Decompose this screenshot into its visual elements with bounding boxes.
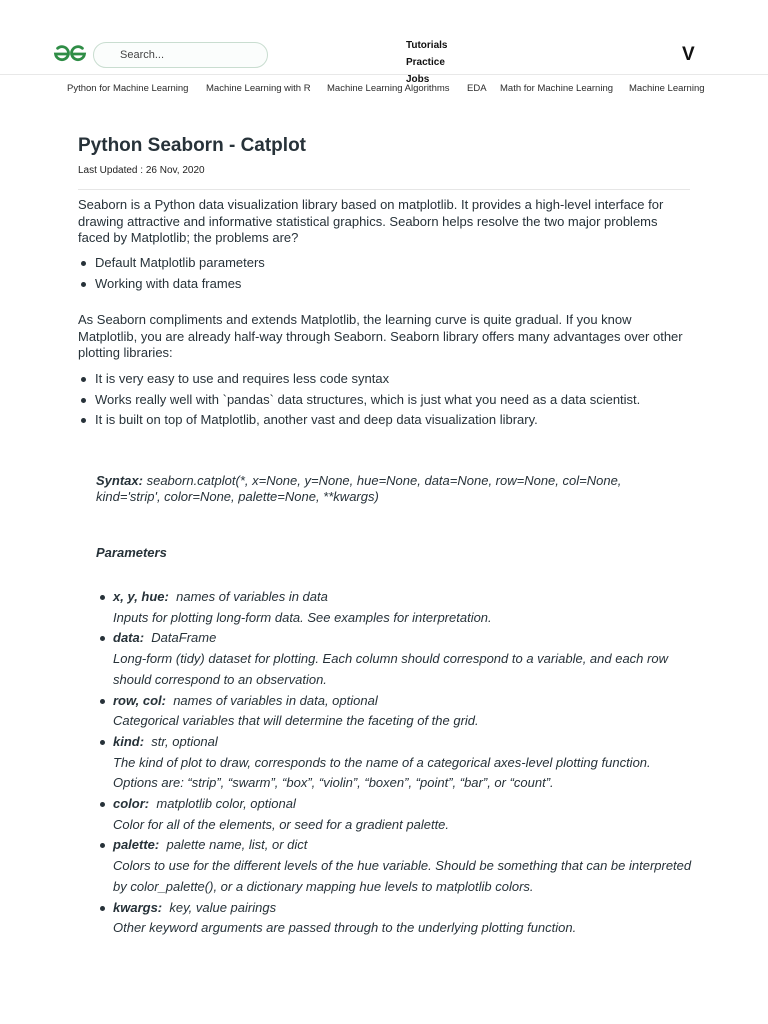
param-type: palette name, list, or dict <box>166 837 308 853</box>
topic-ml-algorithms[interactable]: Machine Learning Algorithms <box>327 83 450 94</box>
param-item <box>96 835 696 897</box>
nav-practice[interactable]: Practice <box>406 57 445 68</box>
param-type: str, optional <box>151 733 218 749</box>
topic-nav <box>0 82 768 98</box>
param-desc: Inputs for plotting long-form data. See examples for interpretation. <box>113 609 492 625</box>
list-item: It is built on top of Matplotlib, another vast and deep data visualization library. <box>78 412 640 433</box>
gfg-logo-icon[interactable] <box>52 44 88 69</box>
topic-eda[interactable]: EDA <box>467 83 487 94</box>
param-name: kwargs: <box>113 899 163 915</box>
syntax-block <box>96 473 676 505</box>
topic-ml-with-r[interactable]: Machine Learning with R <box>206 83 311 94</box>
param-desc: Color for all of the elements, or seed for a gradient palette. <box>113 816 450 832</box>
list-item: Default Matplotlib parameters <box>78 255 265 276</box>
param-type: names of variables in data <box>176 589 328 604</box>
param-name: row, col: <box>113 692 166 708</box>
article-title: Python Seaborn - Catplot <box>78 135 306 156</box>
site-header <box>0 0 768 85</box>
syntax-code: seaborn.catplot(*, x=None, y=None, hue=None, data=None, row=None, col=None, kind='strip', color=None, palette=None, **kwargs) <box>96 473 622 504</box>
param-item <box>96 898 696 939</box>
advantages-list <box>78 371 640 433</box>
list-item: Works really well with `pandas` data structures, which is just what you need as a data scientist. <box>78 392 640 413</box>
param-desc: Colors to use for the different levels of the hue variable. Should be something that can be interpreted by color_palette(), or a dictionary mapping hue levels to matplotlib colors. <box>113 858 692 894</box>
nav-tutorials[interactable]: Tutorials <box>406 40 448 51</box>
user-avatar[interactable]: V <box>682 44 695 65</box>
param-type: key, value pairings <box>169 899 277 915</box>
last-updated: Last Updated : 26 Nov, 2020 <box>78 165 205 176</box>
topic-python-ml[interactable]: Python for Machine Learning <box>67 83 189 94</box>
param-item <box>96 691 696 732</box>
param-name: kind: <box>113 733 145 749</box>
param-desc: Long-form (tidy) dataset for plotting. Each column should correspond to a variable, and each row should correspond to an observation. <box>113 651 668 687</box>
param-name: color: <box>113 796 150 812</box>
advantages-paragraph: As Seaborn compliments and extends Matplotlib, the learning curve is quite gradual. If you know Matplotlib, you are already half-way through Seaborn. Seaborn library offers many advantages over other plotting libraries: <box>78 312 683 360</box>
nav-jobs[interactable]: Jobs <box>406 74 430 85</box>
divider <box>78 189 690 190</box>
list-item: It is very easy to use and requires less code syntax <box>78 371 640 392</box>
topic-math-ml[interactable]: Math for Machine Learning <box>500 83 614 94</box>
search-input[interactable]: Search... <box>93 42 268 68</box>
param-item <box>96 628 696 690</box>
intro-paragraph: Seaborn is a Python data visualization library based on matplotlib. It provides a high-level interface for drawing attractive and informative statistical graphics. Seaborn helps resolve the two major problems faced by Matplotlib; the problems are? <box>78 197 664 245</box>
syntax-label: Syntax: <box>96 473 143 488</box>
param-desc: Categorical variables that will determine the faceting of the grid. <box>113 713 479 729</box>
param-name: palette: <box>113 837 160 853</box>
problems-list <box>78 255 265 296</box>
param-name: x, y, hue: <box>113 589 169 604</box>
param-type: DataFrame <box>151 630 217 646</box>
param-type: names of variables in data, optional <box>173 692 378 708</box>
param-item <box>96 587 696 628</box>
param-item <box>96 732 696 794</box>
param-item <box>96 794 696 835</box>
param-desc: Other keyword arguments are passed through to the underlying plotting function. <box>113 920 577 936</box>
param-desc: The kind of plot to draw, corresponds to the name of a categorical axes-level plotting function. Options are: “strip”, “swarm”, “box”, “violin”, “boxen”, “point”, “bar”, or “count”. <box>113 754 651 791</box>
parameters-list <box>96 587 696 939</box>
list-item: Working with data frames <box>78 276 265 297</box>
parameters-heading: Parameters <box>96 545 167 560</box>
topic-machine-learning[interactable]: Machine Learning <box>629 83 705 94</box>
param-name: data: <box>113 630 145 646</box>
param-type: matplotlib color, optional <box>156 796 296 812</box>
